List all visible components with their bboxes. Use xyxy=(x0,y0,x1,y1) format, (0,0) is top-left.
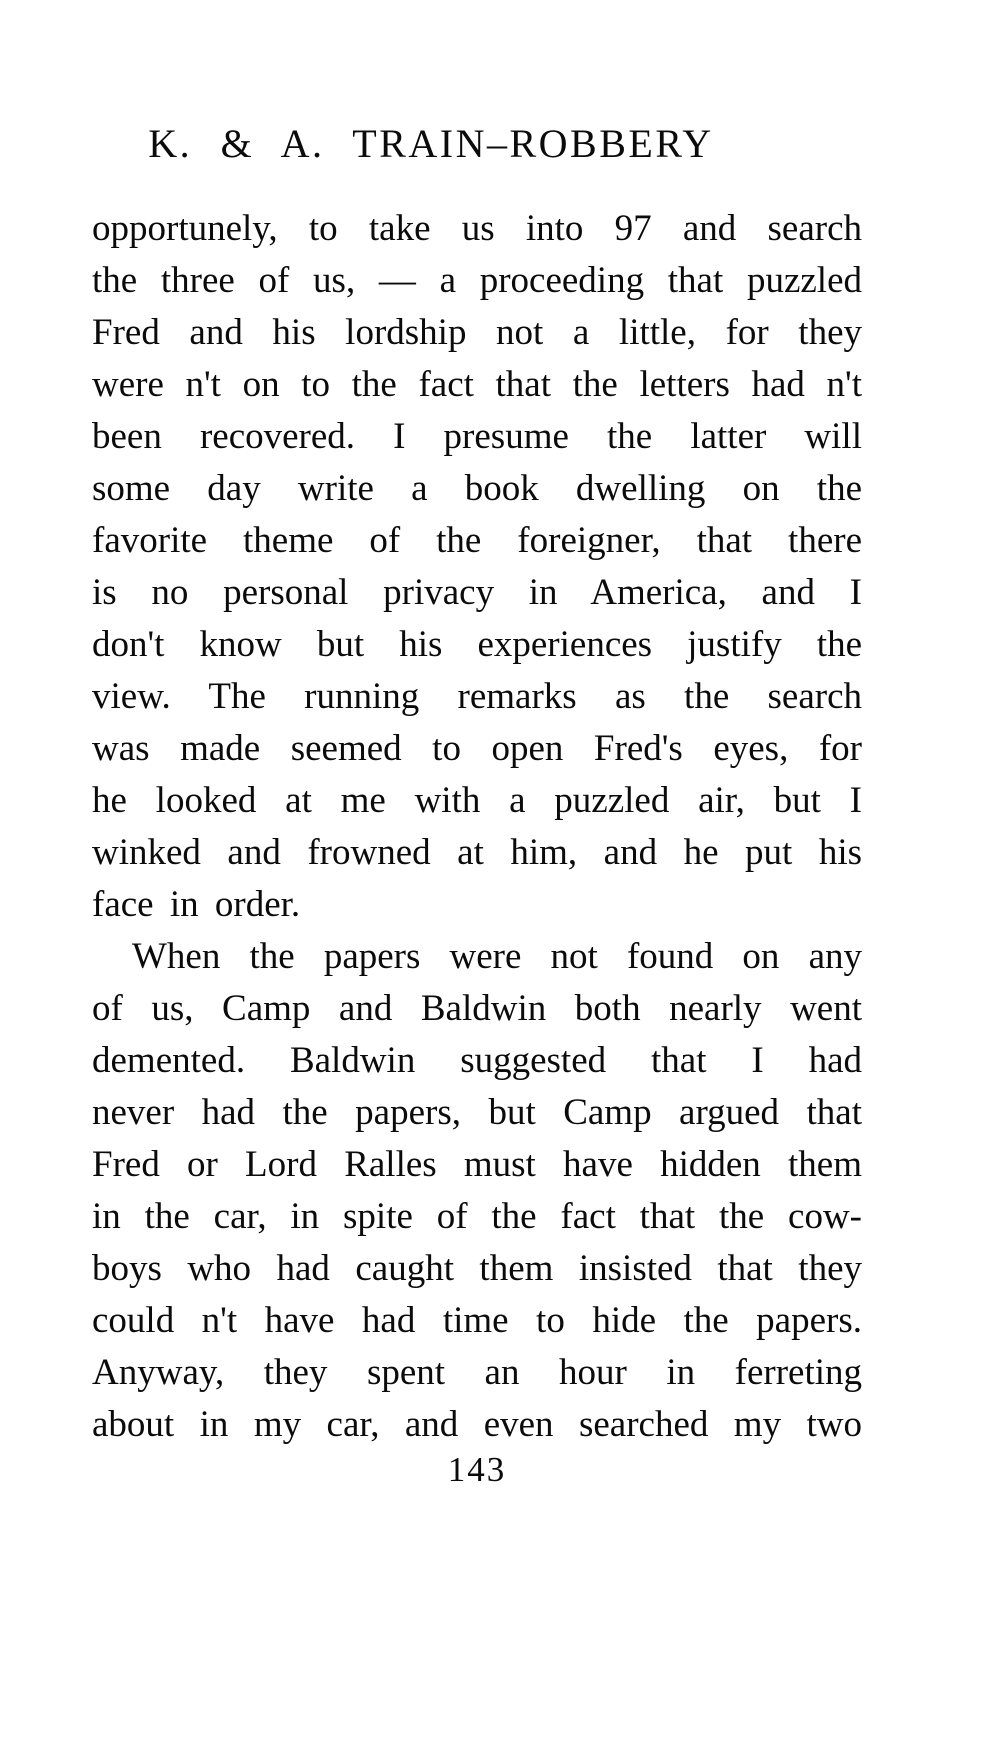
text-line: never had the papers, but Camp argued that xyxy=(92,1092,862,1133)
text-line: demented. Baldwin suggested that I had xyxy=(92,1040,862,1081)
page-number: 143 xyxy=(447,1450,507,1489)
text-line: Fred and his lordship not a little, for they xyxy=(92,312,862,353)
text-line: Anyway, they spent an hour in ferreting xyxy=(92,1352,862,1393)
text-line: the three of us, — a proceeding that puzzled xyxy=(92,260,862,301)
text-line: he looked at me with a puzzled air, but I xyxy=(92,780,862,821)
text-line: opportunely, to take us into 97 and search xyxy=(92,208,862,249)
text-line: were n't on to the fact that the letters had n't xyxy=(92,364,862,405)
text-line: in the car, in spite of the fact that the cow- xyxy=(92,1196,862,1237)
text-line: boys who had caught them insisted that they xyxy=(92,1248,862,1289)
text-line: was made seemed to open Fred's eyes, for xyxy=(92,728,862,769)
text-line: Fred or Lord Ralles must have hidden them xyxy=(92,1144,862,1185)
running-head: K. & A. TRAIN–ROBBERY xyxy=(148,121,714,166)
text-line: about in my car, and even searched my two xyxy=(92,1404,862,1445)
text-line: some day write a book dwelling on the xyxy=(92,468,862,509)
text-line-paragraph-start: When the papers were not found on any xyxy=(132,936,862,977)
text-line-paragraph-end: face in order. xyxy=(92,884,301,925)
text-line: view. The running remarks as the search xyxy=(92,676,862,717)
text-line: favorite theme of the foreigner, that there xyxy=(92,520,862,561)
text-line: could n't have had time to hide the papers. xyxy=(92,1300,862,1341)
text-line: been recovered. I presume the latter will xyxy=(92,416,862,457)
body-text-block xyxy=(92,203,862,1451)
text-line: winked and frowned at him, and he put his xyxy=(92,832,862,873)
text-line: is no personal privacy in America, and I xyxy=(92,572,862,613)
text-line: of us, Camp and Baldwin both nearly went xyxy=(92,988,862,1029)
text-line: don't know but his experiences justify the xyxy=(92,624,862,665)
